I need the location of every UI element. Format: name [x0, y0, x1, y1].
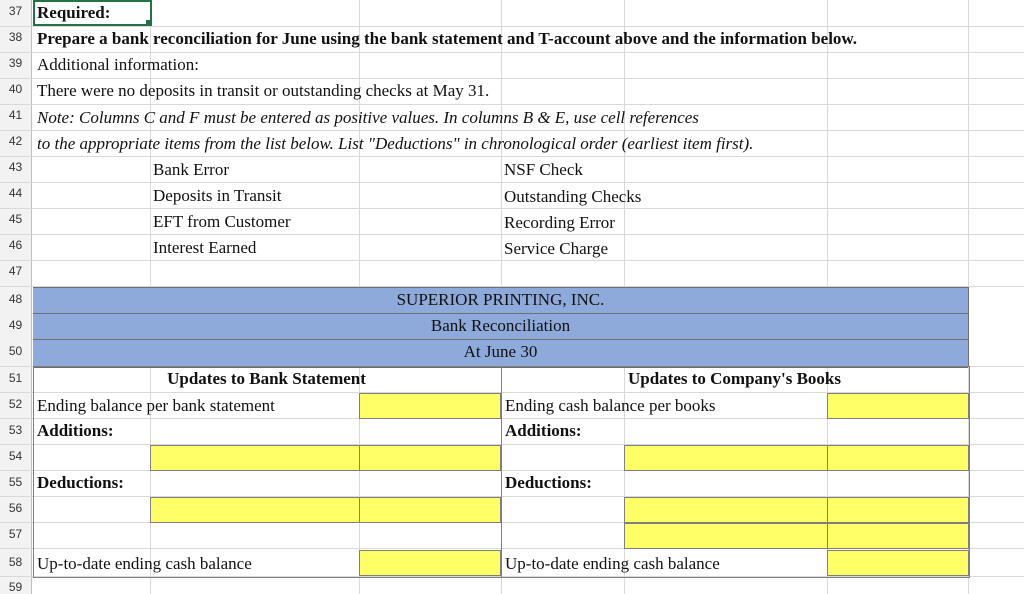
- row-number[interactable]: 57: [8, 527, 23, 541]
- row-number[interactable]: 49: [8, 318, 23, 332]
- book-addition-item-input[interactable]: [624, 445, 828, 471]
- list-item: Outstanding Checks: [504, 187, 642, 206]
- row-gridline: [0, 156, 1024, 157]
- row-number[interactable]: 45: [8, 212, 23, 226]
- book-addition-amount-input[interactable]: [827, 445, 969, 471]
- row-number[interactable]: 59: [8, 580, 23, 594]
- band-divider: [33, 339, 968, 340]
- book-deduction-item-input-2[interactable]: [624, 523, 828, 549]
- band-edge: [968, 287, 969, 366]
- book-additions-label: Additions:: [505, 421, 582, 440]
- book-deduction-amount-input-2[interactable]: [827, 523, 969, 549]
- row-number[interactable]: 58: [8, 555, 23, 569]
- row-gridline: [0, 234, 1024, 235]
- row-number[interactable]: 53: [8, 423, 23, 437]
- row-gridline: [0, 208, 1024, 209]
- row-number[interactable]: 56: [8, 501, 23, 515]
- bank-deduction-item-input[interactable]: [150, 497, 360, 523]
- bank-ending-balance-label: Ending balance per bank statement: [37, 396, 275, 415]
- row-number[interactable]: 39: [8, 56, 23, 70]
- row-number[interactable]: 42: [8, 134, 23, 148]
- book-section-heading: Updates to Company's Books: [627, 369, 841, 388]
- row-number[interactable]: 41: [8, 108, 23, 122]
- row-number[interactable]: 54: [8, 449, 23, 463]
- row-number[interactable]: 40: [8, 82, 23, 96]
- book-uptodate-input[interactable]: [827, 550, 969, 576]
- bank-uptodate-input[interactable]: [359, 550, 501, 576]
- company-name: SUPERIOR PRINTING, INC.: [396, 290, 605, 309]
- row-number[interactable]: 46: [8, 238, 23, 252]
- row-number[interactable]: 38: [8, 30, 23, 44]
- list-item: EFT from Customer: [153, 212, 291, 231]
- list-item: NSF Check: [504, 160, 583, 179]
- list-item: Service Charge: [504, 239, 609, 258]
- bank-section-heading: Updates to Bank Statement: [167, 369, 366, 388]
- row-number[interactable]: 43: [8, 160, 23, 174]
- bank-ending-balance-input[interactable]: [359, 393, 501, 419]
- band-divider: [33, 313, 968, 314]
- row-gridline: [0, 260, 1024, 261]
- report-title: Bank Reconciliation: [430, 316, 571, 335]
- list-item: Interest Earned: [153, 238, 257, 257]
- book-deductions-label: Deductions:: [505, 473, 592, 492]
- list-item: Deposits in Transit: [153, 186, 282, 205]
- row-gridline: [0, 52, 1024, 53]
- note-line-1: Note: Columns C and F must be entered as positive values. In columns B & E, use cell references: [37, 108, 699, 127]
- bank-deduction-amount-input[interactable]: [359, 497, 501, 523]
- list-item: Recording Error: [504, 213, 615, 232]
- row-gridline: [0, 78, 1024, 79]
- book-ending-balance-input[interactable]: [827, 393, 969, 419]
- report-date: At June 30: [463, 342, 538, 361]
- instruction-text: Prepare a bank reconciliation for June using the bank statement and T-account above and the information below.: [37, 29, 858, 48]
- list-item: Bank Error: [153, 160, 230, 179]
- row-number[interactable]: 37: [8, 4, 23, 18]
- row-number[interactable]: 52: [8, 397, 23, 411]
- row-number[interactable]: 48: [8, 292, 23, 306]
- row-number[interactable]: 44: [8, 186, 23, 200]
- row-gridline: [0, 130, 1024, 131]
- row-number[interactable]: 51: [8, 371, 23, 385]
- row-gridline: [0, 182, 1024, 183]
- row-number[interactable]: 47: [8, 264, 23, 278]
- note-line-2: to the appropriate items from the list below. List "Deductions" in chronological order (earliest item first).: [37, 134, 754, 153]
- book-deduction-item-input-1[interactable]: [624, 497, 828, 523]
- row-number[interactable]: 50: [8, 344, 23, 358]
- bank-additions-label: Additions:: [37, 421, 114, 440]
- row-gridline: [0, 104, 1024, 105]
- book-deduction-amount-input-1[interactable]: [827, 497, 969, 523]
- bank-deductions-label: Deductions:: [37, 473, 124, 492]
- additional-info-label: Additional information:: [37, 55, 199, 74]
- row-number[interactable]: 55: [8, 475, 23, 489]
- row-gridline: [0, 26, 1024, 27]
- no-deposits-text: There were no deposits in transit or outstanding checks at May 31.: [37, 81, 490, 100]
- book-ending-balance-label: Ending cash balance per books: [505, 396, 716, 415]
- bank-addition-amount-input[interactable]: [359, 445, 501, 471]
- bank-uptodate-label: Up-to-date ending cash balance: [37, 554, 252, 573]
- fill-handle[interactable]: [146, 20, 151, 25]
- required-label: Required:: [37, 3, 111, 22]
- bank-addition-item-input[interactable]: [150, 445, 360, 471]
- book-uptodate-label: Up-to-date ending cash balance: [505, 554, 720, 573]
